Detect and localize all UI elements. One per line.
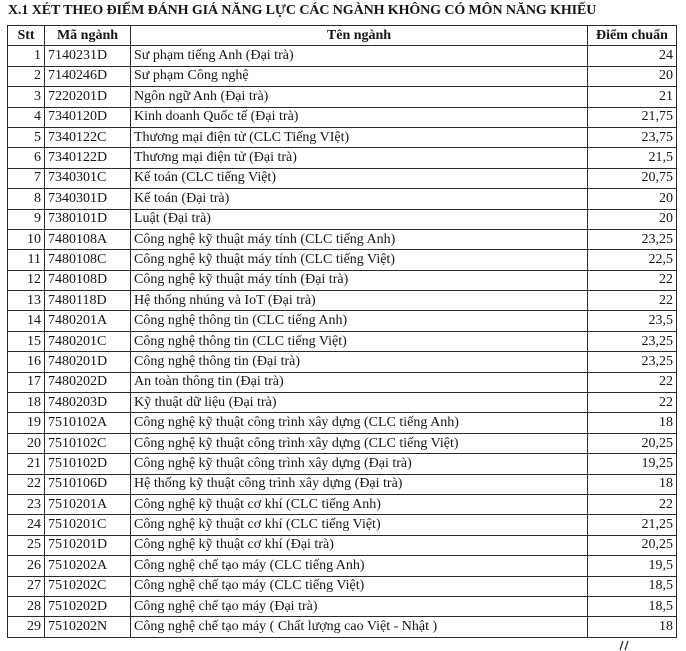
cell-stt: 10	[8, 229, 45, 249]
table-row	[8, 433, 677, 453]
cell-stt: 1	[8, 46, 45, 66]
handwritten-mark	[617, 638, 631, 651]
cell-score: 22	[588, 291, 677, 311]
cell-name: Hệ thống kỹ thuật công trình xây dựng (Đại trà)	[131, 474, 588, 494]
cell-code: 7510201C	[45, 515, 131, 535]
table-row	[8, 454, 677, 474]
table-row	[8, 311, 677, 331]
cell-name: Công nghệ kỹ thuật công trình xây dựng (CLC tiếng Việt)	[131, 433, 588, 453]
table-body	[8, 46, 677, 637]
cell-code: 7220201D	[45, 87, 131, 107]
table-row	[8, 127, 677, 147]
cell-name: Sư phạm Công nghệ	[131, 66, 588, 86]
cell-code: 7480108D	[45, 270, 131, 290]
cell-score: 21,5	[588, 148, 677, 168]
cell-score: 19,5	[588, 556, 677, 576]
cell-stt: 9	[8, 209, 45, 229]
cell-name: Thương mại điện tử (Đại trà)	[131, 148, 588, 168]
cell-code: 7480201D	[45, 352, 131, 372]
cell-stt: 22	[8, 474, 45, 494]
cell-score: 20,25	[588, 433, 677, 453]
cell-code: 7140231D	[45, 46, 131, 66]
cell-code: 7480203D	[45, 393, 131, 413]
table-row	[8, 617, 677, 637]
cell-name: Kế toán (Đại trà)	[131, 189, 588, 209]
table-row	[8, 576, 677, 596]
table-row	[8, 393, 677, 413]
table-row	[8, 331, 677, 351]
cell-code: 7510102D	[45, 454, 131, 474]
cell-score: 23,25	[588, 352, 677, 372]
cell-stt: 19	[8, 413, 45, 433]
cell-score: 18	[588, 474, 677, 494]
cell-score: 23,25	[588, 331, 677, 351]
cell-score: 22	[588, 372, 677, 392]
cell-code: 7510201A	[45, 494, 131, 514]
cell-score: 22,5	[588, 250, 677, 270]
cell-code: 7380101D	[45, 209, 131, 229]
cell-score: 23,75	[588, 127, 677, 147]
cell-name: Kỹ thuật dữ liệu (Đại trà)	[131, 393, 588, 413]
cell-name: Hệ thống nhúng và IoT (Đại trà)	[131, 291, 588, 311]
table-row	[8, 535, 677, 555]
cell-score: 18	[588, 413, 677, 433]
table-row	[8, 250, 677, 270]
section-heading: X.1 XÉT THEO ĐIỂM ĐÁNH GIÁ NĂNG LỰC CÁC NGÀNH KHÔNG CÓ MÔN NĂNG KHIẾU	[8, 3, 597, 18]
admission-scores-table	[7, 25, 677, 638]
header-code: Mã ngành	[45, 26, 131, 46]
table-header-row	[8, 26, 677, 46]
table-row	[8, 209, 677, 229]
table-row	[8, 270, 677, 290]
cell-stt: 15	[8, 331, 45, 351]
cell-code: 7480202D	[45, 372, 131, 392]
table-row	[8, 189, 677, 209]
cell-score: 21,25	[588, 515, 677, 535]
cell-stt: 3	[8, 87, 45, 107]
cell-score: 23,5	[588, 311, 677, 331]
cell-score: 22	[588, 393, 677, 413]
cell-name: Luật (Đại trà)	[131, 209, 588, 229]
table-row	[8, 372, 677, 392]
cell-name: Công nghệ thông tin (CLC tiếng Việt)	[131, 331, 588, 351]
cell-score: 22	[588, 494, 677, 514]
cell-stt: 5	[8, 127, 45, 147]
table-row	[8, 474, 677, 494]
table-row	[8, 66, 677, 86]
table-row	[8, 46, 677, 66]
cell-code: 7510202D	[45, 596, 131, 616]
cell-name: Công nghệ chế tạo máy (Đại trà)	[131, 596, 588, 616]
table-row	[8, 515, 677, 535]
cell-name: Công nghệ kỹ thuật cơ khí (CLC tiếng Việt)	[131, 515, 588, 535]
cell-code: 7480201A	[45, 311, 131, 331]
cell-stt: 17	[8, 372, 45, 392]
cell-stt: 12	[8, 270, 45, 290]
cell-name: Công nghệ kỹ thuật công trình xây dựng (CLC tiếng Anh)	[131, 413, 588, 433]
cell-code: 7510106D	[45, 474, 131, 494]
cell-score: 20	[588, 209, 677, 229]
cell-code: 7140246D	[45, 66, 131, 86]
cell-stt: 28	[8, 596, 45, 616]
cell-name: Công nghệ kỹ thuật máy tính (Đại trà)	[131, 270, 588, 290]
cell-name: Công nghệ kỹ thuật máy tính (CLC tiếng Việt)	[131, 250, 588, 270]
cell-stt: 21	[8, 454, 45, 474]
cell-name: Công nghệ chế tạo máy (CLC tiếng Anh)	[131, 556, 588, 576]
table-row	[8, 168, 677, 188]
cell-score: 21,75	[588, 107, 677, 127]
cell-name: Công nghệ kỹ thuật cơ khí (CLC tiếng Anh)	[131, 494, 588, 514]
cell-code: 7340120D	[45, 107, 131, 127]
cell-stt: 29	[8, 617, 45, 637]
cell-name: Công nghệ kỹ thuật công trình xây dựng (Đại trà)	[131, 454, 588, 474]
cell-name: Ngôn ngữ Anh (Đại trà)	[131, 87, 588, 107]
cell-code: 7510202A	[45, 556, 131, 576]
table-row	[8, 413, 677, 433]
cell-score: 18	[588, 617, 677, 637]
cell-score: 20,75	[588, 168, 677, 188]
cell-stt: 13	[8, 291, 45, 311]
table-row	[8, 229, 677, 249]
cell-name: An toàn thông tin (Đại trà)	[131, 372, 588, 392]
cell-stt: 6	[8, 148, 45, 168]
cell-stt: 14	[8, 311, 45, 331]
cell-score: 20	[588, 189, 677, 209]
cell-code: 7340122C	[45, 127, 131, 147]
cell-name: Sư phạm tiếng Anh (Đại trà)	[131, 46, 588, 66]
cell-name: Kinh doanh Quốc tế (Đại trà)	[131, 107, 588, 127]
cell-code: 7480201C	[45, 331, 131, 351]
cell-stt: 20	[8, 433, 45, 453]
table-row	[8, 494, 677, 514]
cell-code: 7480108A	[45, 229, 131, 249]
header-stt: Stt	[8, 26, 45, 46]
cell-score: 20,25	[588, 535, 677, 555]
table-row	[8, 291, 677, 311]
cell-name: Công nghệ kỹ thuật máy tính (CLC tiếng Anh)	[131, 229, 588, 249]
cell-score: 23,25	[588, 229, 677, 249]
cell-code: 7510102C	[45, 433, 131, 453]
cell-code: 7510201D	[45, 535, 131, 555]
table-row	[8, 556, 677, 576]
cell-code: 7510202C	[45, 576, 131, 596]
table-row	[8, 352, 677, 372]
cell-code: 7340301D	[45, 189, 131, 209]
cell-stt: 23	[8, 494, 45, 514]
cell-stt: 18	[8, 393, 45, 413]
table-row	[8, 107, 677, 127]
cell-name: Công nghệ chế tạo máy (CLC tiếng Việt)	[131, 576, 588, 596]
cell-name: Công nghệ kỹ thuật cơ khí (Đại trà)	[131, 535, 588, 555]
cell-stt: 8	[8, 189, 45, 209]
cell-name: Công nghệ thông tin (CLC tiếng Anh)	[131, 311, 588, 331]
cell-name: Công nghệ chế tạo máy ( Chất lượng cao Việt - Nhật )	[131, 617, 588, 637]
table-row	[8, 148, 677, 168]
table-row	[8, 596, 677, 616]
cell-score: 18,5	[588, 576, 677, 596]
cell-score: 18,5	[588, 596, 677, 616]
cell-stt: 27	[8, 576, 45, 596]
cell-code: 7510202N	[45, 617, 131, 637]
cell-code: 7480108C	[45, 250, 131, 270]
table-row	[8, 87, 677, 107]
cell-score: 22	[588, 270, 677, 290]
cell-stt: 26	[8, 556, 45, 576]
cell-name: Kế toán (CLC tiếng Việt)	[131, 168, 588, 188]
cell-stt: 2	[8, 66, 45, 86]
cell-code: 7510102A	[45, 413, 131, 433]
cell-name: Công nghệ thông tin (Đại trà)	[131, 352, 588, 372]
cell-stt: 24	[8, 515, 45, 535]
header-score: Điểm chuẩn	[588, 26, 677, 46]
cell-score: 19,25	[588, 454, 677, 474]
header-name: Tên ngành	[131, 26, 588, 46]
cell-stt: 11	[8, 250, 45, 270]
cell-stt: 25	[8, 535, 45, 555]
cell-stt: 16	[8, 352, 45, 372]
cell-code: 7480118D	[45, 291, 131, 311]
cell-score: 24	[588, 46, 677, 66]
cell-score: 21	[588, 87, 677, 107]
cell-name: Thương mại điện tử (CLC Tiếng VIệt)	[131, 127, 588, 147]
cell-stt: 7	[8, 168, 45, 188]
cell-code: 7340122D	[45, 148, 131, 168]
cell-stt: 4	[8, 107, 45, 127]
cell-score: 20	[588, 66, 677, 86]
cell-code: 7340301C	[45, 168, 131, 188]
